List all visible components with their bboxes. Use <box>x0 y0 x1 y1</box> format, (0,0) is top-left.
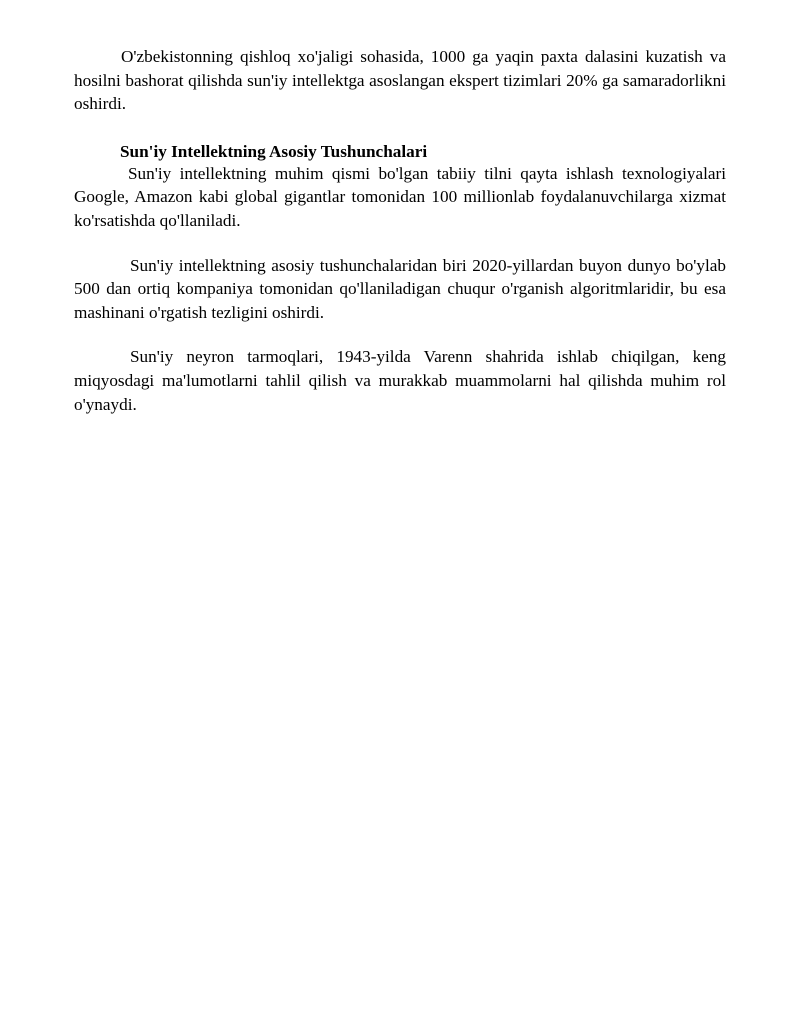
section-heading: Sun'iy Intellektning Asosiy Tushunchalari <box>120 141 428 161</box>
paragraph-neural-networks: Sun'iy neyron tarmoqlari, 1943-yilda Varenn shahrida ishlab chiqilgan, keng miqyosdagi ma'lumotlarni tahlil qilish va murakkab muammolarni hal qilishda muhim rol o'ynaydi. <box>74 347 726 414</box>
paragraph-agriculture: O'zbekistonning qishloq xo'jaligi sohasida, 1000 ga yaqin paxta dalasini kuzatish va hosilni bashorat qilishda sun'iy intellektga asoslangan ekspert tizimlari 20% ga samaradorlikni oshirdi. <box>74 47 726 114</box>
document-page <box>74 45 726 416</box>
paragraph-deep-learning: Sun'iy intellektning asosiy tushunchalaridan biri 2020-yillardan buyon dunyo bo'ylab 500 dan ortiq kompaniya tomonidan qo'llaniladigan chuqur o'rganish algoritmlaridir, bu esa mashinani o'rgatish tezligini oshirdi. <box>74 255 726 322</box>
paragraph-nlp: Sun'iy intellektning muhim qismi bo'lgan tabiiy tilni qayta ishlash texnologiyalari Google, Amazon kabi global gigantlar tomonidan 100 millionlab foydalanuvchilarga xizmat ko'rsatishda qo'llaniladi. <box>74 163 726 230</box>
